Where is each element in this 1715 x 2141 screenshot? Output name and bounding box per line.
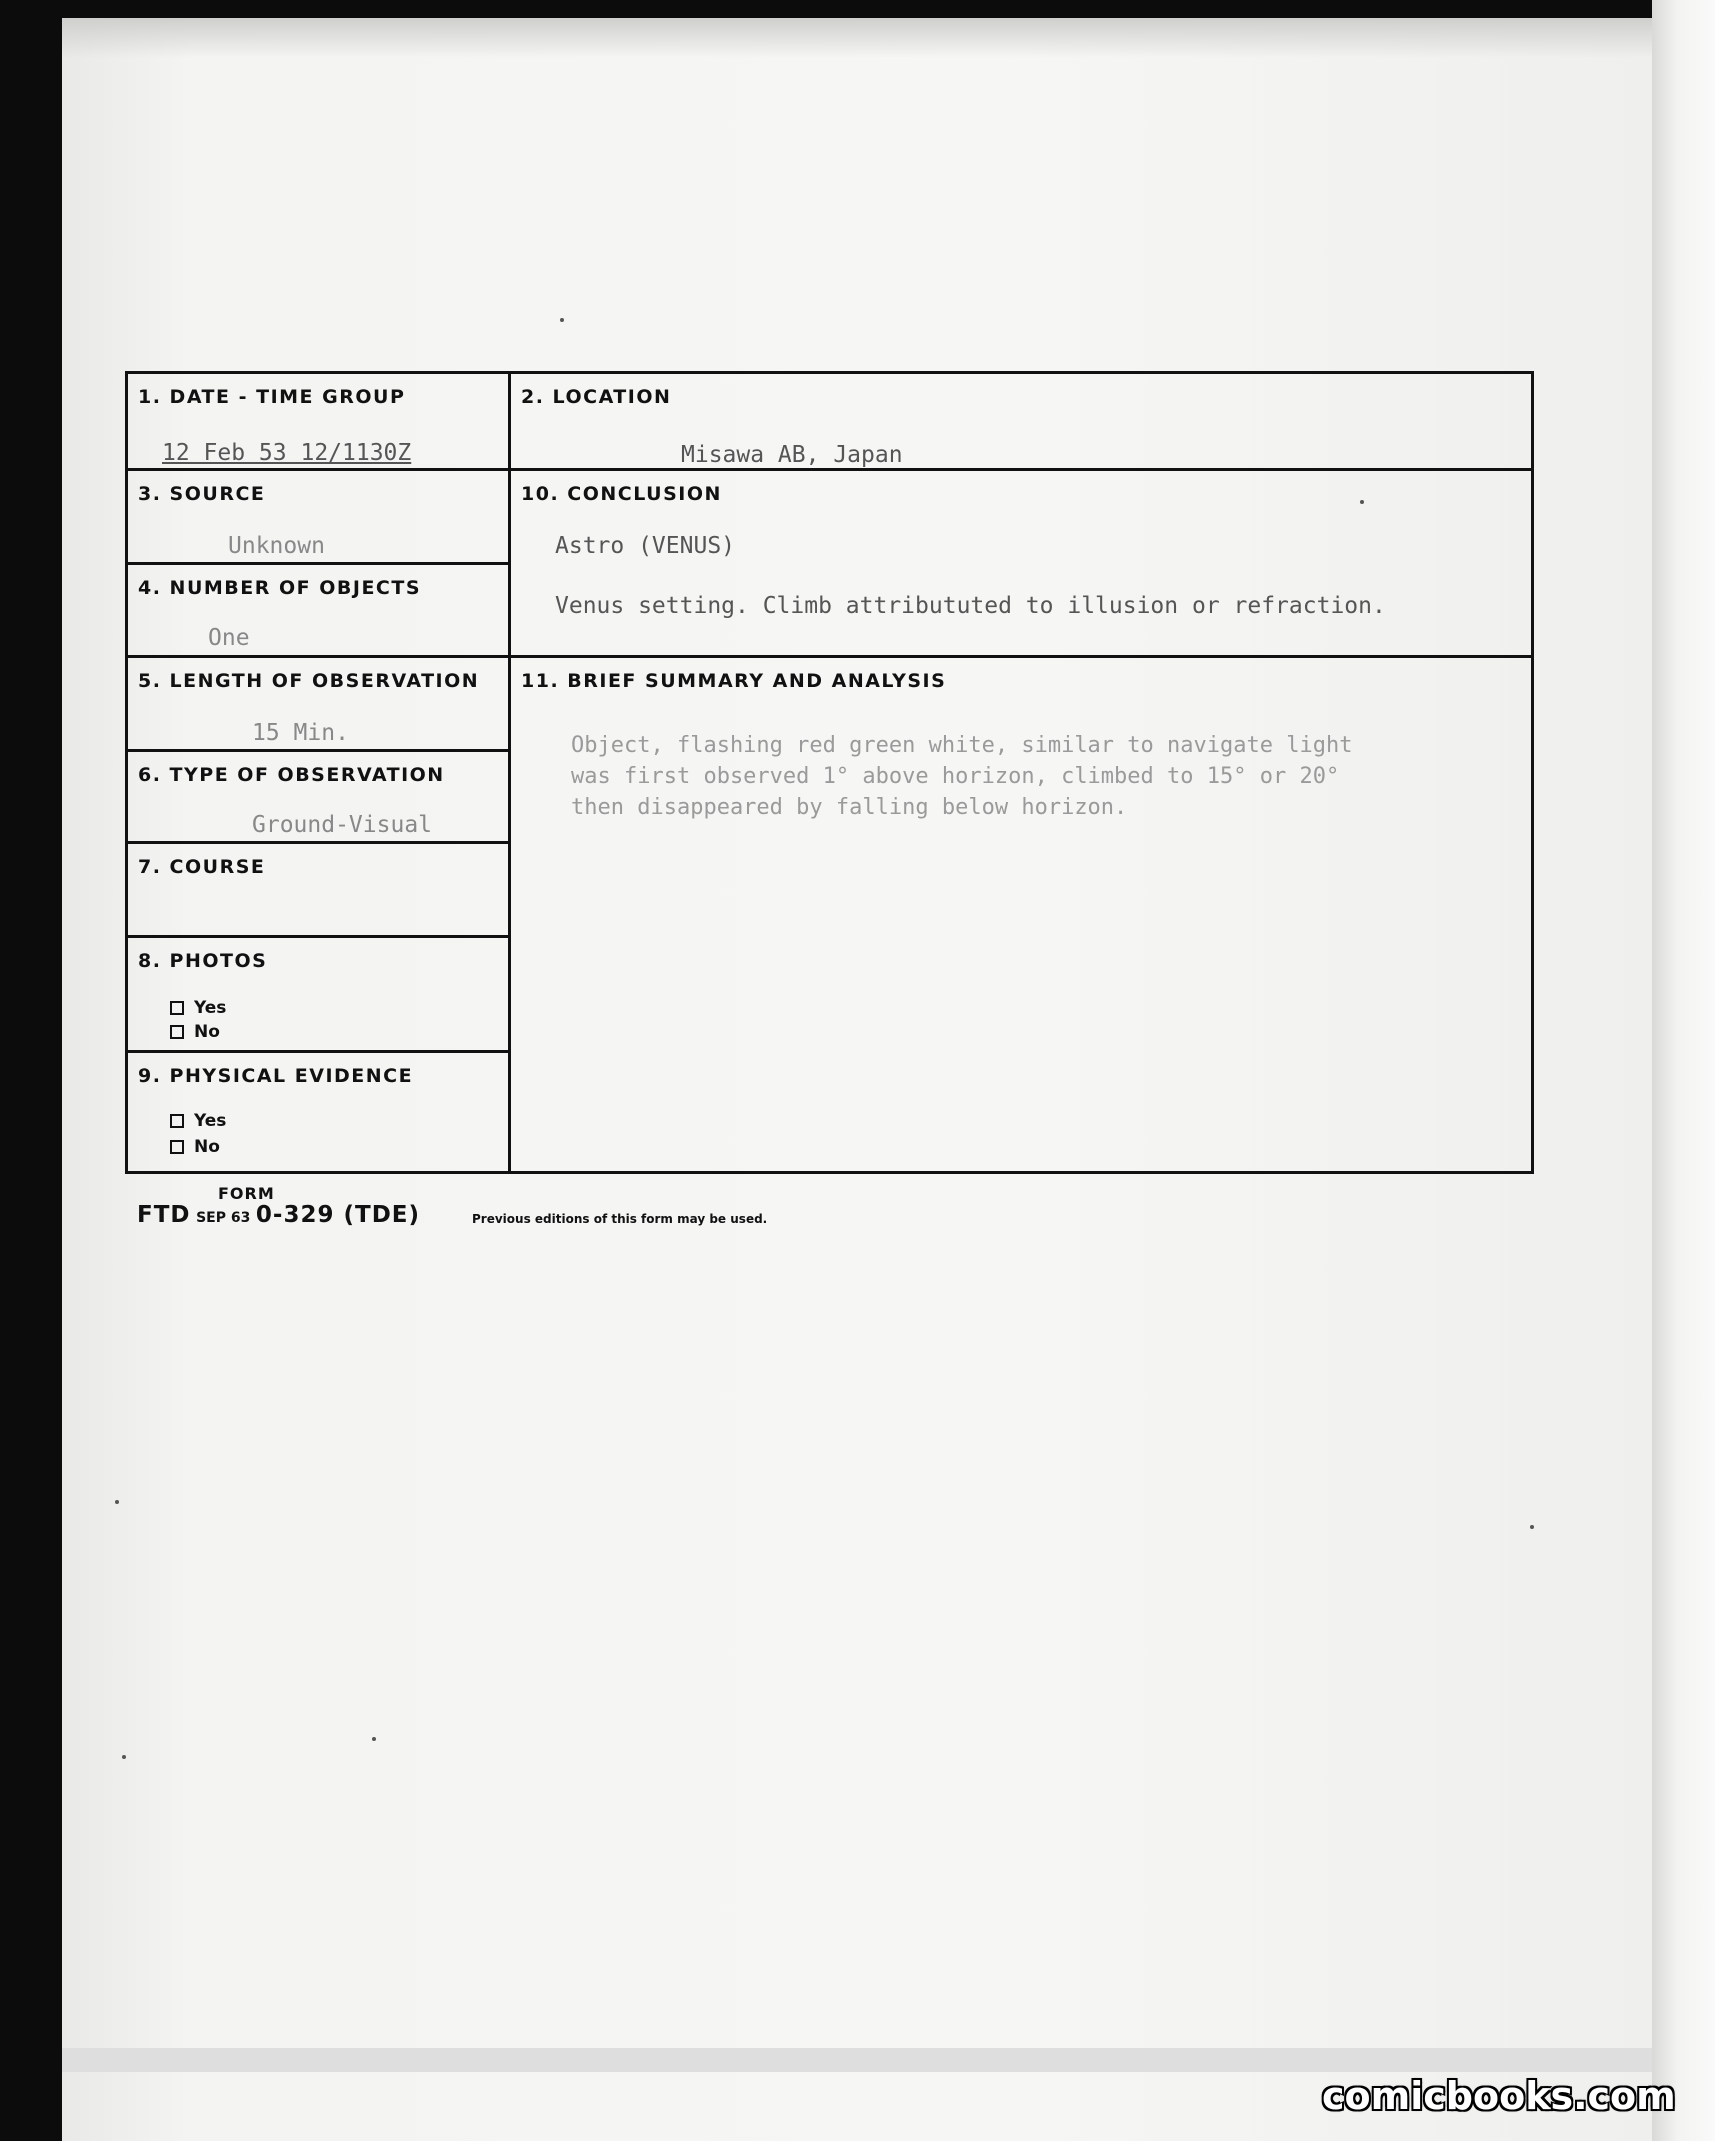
source-cell — [127, 470, 510, 564]
footer-form-number: 0-329 (TDE) — [255, 1202, 421, 1228]
location-cell — [510, 373, 1533, 470]
date-time-group-cell — [127, 373, 510, 470]
type-of-observation-cell — [127, 751, 510, 843]
length-of-observation-label: 5. LENGTH OF OBSERVATION — [138, 670, 480, 692]
scan-speck — [372, 1737, 376, 1741]
source-label: 3. SOURCE — [138, 483, 266, 505]
photos-no-option[interactable] — [170, 1022, 220, 1042]
checkbox-icon[interactable] — [170, 1001, 184, 1015]
conclusion-value: Astro (VENUS) — [555, 533, 736, 559]
watermark: comicbooks.com — [1322, 2074, 1676, 2118]
location-label: 2. LOCATION — [521, 386, 672, 408]
type-of-observation-value: Ground-Visual — [252, 812, 433, 838]
length-of-observation-value: 15 Min. — [252, 720, 349, 746]
checkbox-icon[interactable] — [170, 1025, 184, 1039]
brief-summary-label: 11. BRIEF SUMMARY AND ANALYSIS — [521, 670, 947, 692]
checkbox-icon[interactable] — [170, 1114, 184, 1128]
scan-shadow — [62, 18, 1652, 58]
type-of-observation-label: 6. TYPE OF OBSERVATION — [138, 764, 445, 786]
physical-evidence-label: 9. PHYSICAL EVIDENCE — [138, 1065, 414, 1087]
photos-yes-option[interactable] — [170, 998, 226, 1018]
project-record-card — [125, 371, 1534, 1174]
physical-evidence-no-option[interactable] — [170, 1137, 220, 1157]
photos-label: 8. PHOTOS — [138, 950, 268, 972]
conclusion-label: 10. CONCLUSION — [521, 483, 722, 505]
physical-evidence-yes-label: Yes — [194, 1111, 227, 1131]
footer-ftd: FTD — [137, 1202, 191, 1228]
footer-form-id — [137, 1202, 420, 1228]
conclusion-cell — [510, 470, 1533, 657]
course-label: 7. COURSE — [138, 856, 266, 878]
footer-date-code: SEP 63 — [196, 1210, 251, 1226]
date-time-group-label: 1. DATE - TIME GROUP — [138, 386, 406, 408]
date-time-group-value: 12 Feb 53 12/1130Z — [162, 440, 412, 466]
location-value: Misawa AB, Japan — [681, 442, 903, 468]
source-value: Unknown — [228, 533, 325, 559]
physical-evidence-cell — [127, 1052, 510, 1173]
photos-no-label: No — [194, 1022, 220, 1042]
photos-yes-label: Yes — [194, 998, 227, 1018]
scan-speck — [115, 1500, 119, 1504]
brief-summary-text: Object, flashing red green white, similar to navigate light was first observed 1° above horizon, climbed to 15° or 20° then disappeared by falling below horizon. — [571, 733, 1353, 820]
conclusion-detail: Venus setting. Climb attribututed to illusion or refraction. — [555, 593, 1386, 619]
number-of-objects-value: One — [208, 625, 250, 651]
scan-speck — [1530, 1525, 1534, 1529]
footer-note: Previous editions of this form may be used. — [472, 1212, 768, 1226]
scan-band — [62, 2048, 1652, 2072]
scan-edge — [1652, 0, 1715, 2141]
scan-speck — [1360, 500, 1364, 504]
checkbox-icon[interactable] — [170, 1140, 184, 1154]
brief-summary-cell — [510, 657, 1533, 1173]
physical-evidence-yes-option[interactable] — [170, 1111, 226, 1131]
scan-speck — [122, 1755, 126, 1759]
number-of-objects-label: 4. NUMBER OF OBJECTS — [138, 577, 422, 599]
number-of-objects-cell — [127, 564, 510, 657]
footer-form-word: FORM — [218, 1184, 275, 1203]
course-cell — [127, 843, 510, 937]
photos-cell — [127, 937, 510, 1052]
length-of-observation-cell — [127, 657, 510, 751]
scan-speck — [560, 318, 564, 322]
physical-evidence-no-label: No — [194, 1137, 220, 1157]
